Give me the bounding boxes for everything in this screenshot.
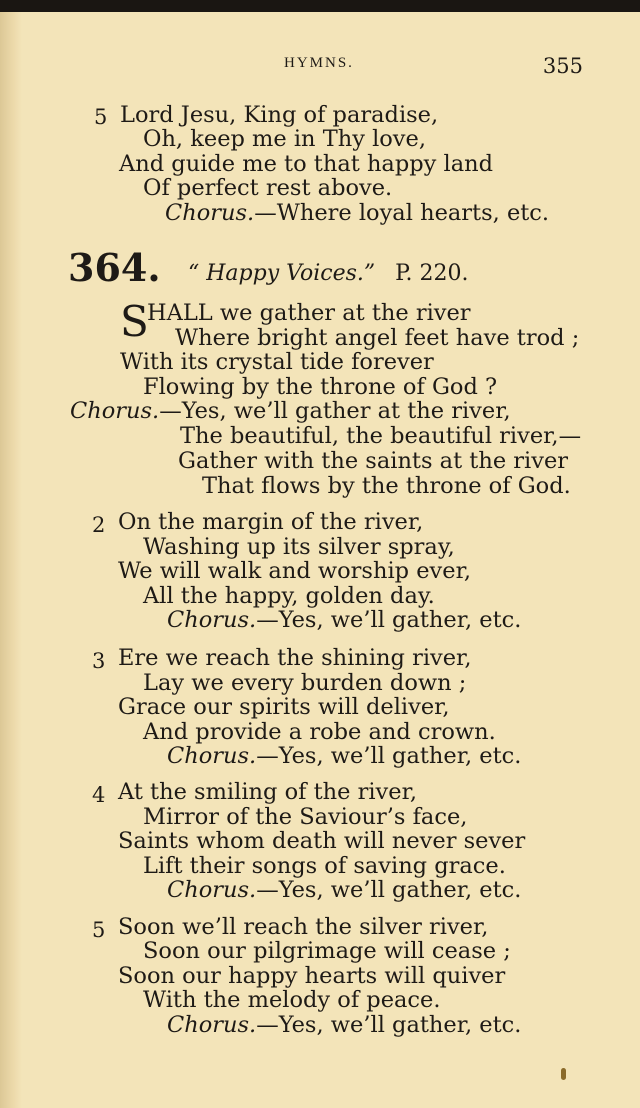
chorus-label: Chorus. <box>165 200 255 226</box>
verse-line: Soon we’ll reach the silver river, <box>118 914 489 940</box>
chorus-label: Chorus. <box>70 398 160 424</box>
running-header: HYMNS. <box>284 55 354 71</box>
verse-line: At the smiling of the river, <box>118 779 418 805</box>
chorus-text: —Where loyal hearts, etc. <box>254 200 550 226</box>
chorus-line: That flows by the throne of God. <box>202 473 571 499</box>
verse-line: And guide me to that happy land <box>119 151 494 177</box>
page-number: 355 <box>542 54 583 78</box>
verse-line: And provide a robe and crown. <box>143 719 496 745</box>
chorus-text: —Yes, we’ll gather, etc. <box>256 877 522 903</box>
verse-line: With its crystal tide forever <box>120 349 434 375</box>
verse-number: 4 <box>92 783 106 807</box>
hymn-number: 364. <box>68 245 161 290</box>
chorus-line: The beautiful, the beautiful river,— <box>180 423 582 449</box>
verse-line: All the happy, golden day. <box>143 583 435 609</box>
chorus-label: Chorus. <box>167 1012 257 1038</box>
verse-line: Soon our pilgrimage will cease ; <box>143 938 511 964</box>
chorus-text: —Yes, we’ll gather, etc. <box>256 607 522 633</box>
verse-number: 5 <box>92 918 106 942</box>
verse-number: 2 <box>92 513 106 537</box>
verse-line: Oh, keep me in Thy love, <box>143 126 426 152</box>
verse-line: Washing up its silver spray, <box>143 534 455 560</box>
chorus-text: —Yes, we’ll gather at the river, <box>159 398 511 424</box>
verse-line: Where bright angel feet have trod ; <box>175 325 580 351</box>
tune-page: P. 220. <box>395 261 469 286</box>
verse-line: Lift their songs of saving grace. <box>143 853 506 879</box>
chorus-text: —Yes, we’ll gather, etc. <box>256 1012 522 1038</box>
verse-line: Lord Jesu, King of paradise, <box>120 102 439 128</box>
verse-line: Flowing by the throne of God ? <box>143 374 498 400</box>
tune-reference <box>188 261 468 287</box>
chorus-first-line <box>70 398 511 424</box>
tune-name: “ Happy Voices.” <box>188 261 376 286</box>
ink-stain <box>561 1068 566 1080</box>
page-top-edge <box>0 0 640 12</box>
verse-line: With the melody of peace. <box>143 987 441 1013</box>
chorus-line: Gather with the saints at the river <box>178 448 569 474</box>
verse-line: Of perfect rest above. <box>143 175 393 201</box>
verse-line: Ere we reach the shining river, <box>118 645 472 671</box>
verse-line: Saints whom death will never sever <box>118 828 526 854</box>
chorus-label: Chorus. <box>167 607 257 633</box>
chorus-reference <box>165 200 549 226</box>
verse-line: We will walk and worship ever, <box>118 558 472 584</box>
chorus-label: Chorus. <box>167 877 257 903</box>
verse-number: 3 <box>92 649 106 673</box>
verse-line: Mirror of the Saviour’s face, <box>143 804 468 830</box>
verse-line: On the margin of the river, <box>118 509 424 535</box>
chorus-reference <box>167 877 521 903</box>
verse-line: HALL we gather at the river <box>147 300 471 326</box>
chorus-reference <box>167 607 521 633</box>
verse-line: Lay we every burden down ; <box>143 670 467 696</box>
page-gutter-shadow <box>0 12 22 1108</box>
verse-number: 5 <box>94 105 108 129</box>
drop-cap: S <box>120 297 149 346</box>
chorus-text: —Yes, we’ll gather, etc. <box>256 743 522 769</box>
chorus-reference <box>167 1012 521 1038</box>
verse-line: Grace our spirits will deliver, <box>118 694 450 720</box>
chorus-label: Chorus. <box>167 743 257 769</box>
verse-line: Soon our happy hearts will quiver <box>118 963 506 989</box>
chorus-reference <box>167 743 521 769</box>
